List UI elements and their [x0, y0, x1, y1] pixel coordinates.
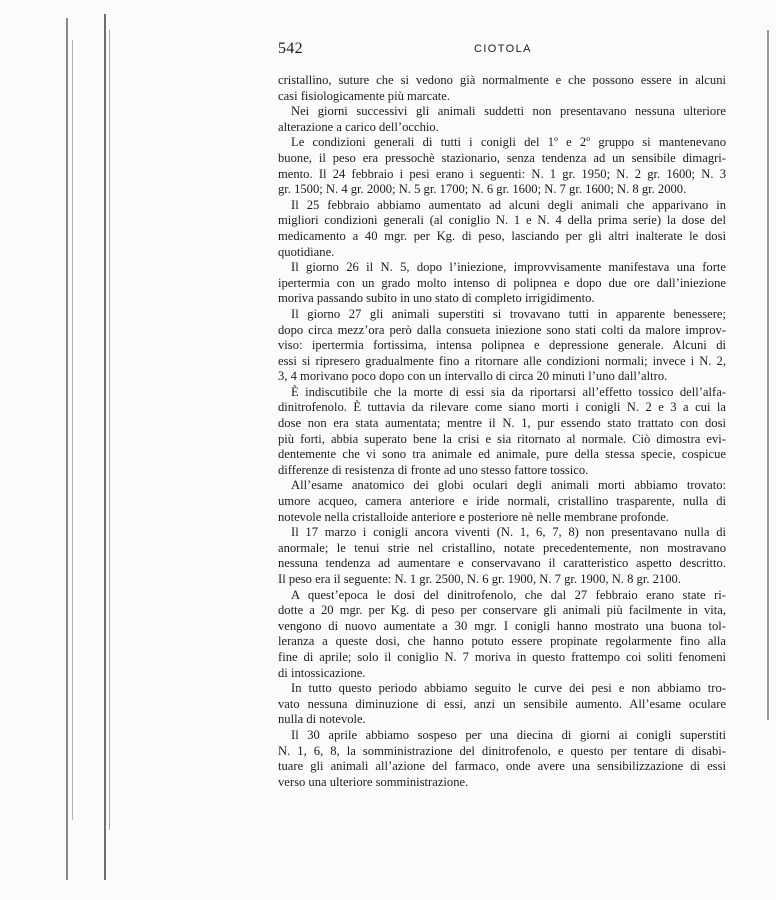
running-head: CIOTOLA [474, 43, 532, 55]
text-line: fine di aprile; solo il coniglio N. 7 moriva in questo frattempo coi soliti fenomeni [278, 649, 726, 664]
text-line: casi fisiologicamente più marcate. [278, 88, 451, 103]
text-line: Le condizioni generali di tutti i conigli del 1º e 2º gruppo si mantenevano [291, 135, 726, 150]
paragraph [278, 728, 726, 790]
text-line: cristallino, suture che si vedono già normalmente e che possono essere in alcuni [278, 73, 726, 87]
text-line: nulla di notevole. [278, 712, 366, 727]
text-line: medicamento a 40 mgr. per Kg. di peso, lasciando per gli altri inalterate le dosi [278, 228, 726, 243]
text-line: dinitrofenolo. È tuttavia da rilevare come siano morti i conigli N. 2 e 3 a cui la [278, 400, 726, 415]
text-line: nessuna tendenza ad aumentare e conservavano il caratteristico aspetto descritto. [278, 556, 726, 571]
text-line: dotte a 20 mgr. per Kg. di peso per conservare gli animali più facilmente in vita, [278, 603, 726, 618]
text-line: Nei giorni successivi gli animali suddetti non presentavano nessuna ulteriore [291, 104, 726, 119]
text-line: dose non era stata aumentata; mentre il N. 1, pur essendo stato trattato con dosi [278, 416, 726, 431]
text-line: essi si ripresero gradualmente fino a ritornare alle condizioni normali; invece i N. 2, [278, 353, 726, 368]
text-line: Il peso era il seguente: N. 1 gr. 2500, N. 6 gr. 1900, N. 7 gr. 1900, N. 8 gr. 2100. [278, 572, 681, 586]
page-header [278, 38, 726, 62]
paragraph [278, 478, 726, 525]
text-line: più forti, abbia superato bene la crisi e sia ritornato al normale. Ciò dimostra evi- [278, 431, 726, 446]
text-line: vato nessuna diminuzione di essi, anzi un sensibile aumento. All’esame oculare [278, 696, 726, 711]
binding-shadow [72, 40, 73, 820]
text-line: differenze di resistenza di fronte ad uno stesso fattore tossico. [278, 462, 589, 477]
text-line: N. 1, 6, 8, la somministrazione del dinitrofenolo, e questo per tentare di disabi- [278, 743, 726, 758]
paragraph [278, 307, 726, 385]
text-line: tuare gli animali all’azione del farmaco, onde avere una sensibilizzazione di essi [278, 759, 726, 774]
binding-shadow [66, 18, 68, 880]
text-line: dopo circa mezz’ora però dalla consueta iniezione sono stati colti da malore improv- [278, 322, 726, 337]
text-line: mento. Il 24 febbraio i pesi erano i seguenti: N. 1 gr. 1950; N. 2 gr. 1600; N. 3 [278, 166, 726, 181]
paragraph [278, 385, 726, 479]
paragraph [278, 525, 726, 587]
paragraph [278, 135, 726, 197]
text-line: moriva passando subito in uno stato di completo irrigidimento. [278, 291, 595, 306]
text-line: leranza a queste dosi, che hanno potuto essere propinate regolarmente fino alla [278, 634, 726, 649]
text-line: di intossicazione. [278, 665, 366, 680]
text-line: quotidiane. [278, 244, 335, 259]
text-line: 3, 4 morivano poco dopo con un intervallo di circa 20 minuti l’uno dall’altro. [278, 369, 668, 384]
text-line: vengono di nuovo aumentate a 30 mgr. I conigli hanno mostrato una buona tol- [278, 618, 726, 633]
text-line: A quest’epoca le dosi del dinitrofenolo, che dal 27 febbraio erano state ri- [291, 587, 726, 602]
paragraph [278, 260, 726, 307]
text-line: gr. 1500; N. 4 gr. 2000; N. 5 gr. 1700; N. 6 gr. 1600; N. 7 gr. 1600; N. 8 gr. 2000. [278, 182, 687, 197]
text-line: anormale; le tenui strie nel cristallino, notate precedentemente, non mostravano [278, 540, 726, 555]
text-line: Il giorno 26 il N. 5, dopo l’iniezione, improvvisamente manifestava una forte [291, 260, 726, 275]
binding-shadow [109, 30, 110, 830]
paragraph [278, 198, 726, 260]
text-line: verso una ulteriore somministrazione. [278, 774, 469, 789]
text-line: ipertermia con un grado molto intenso di polipnea e dopo due ore dall’iniezione [278, 275, 726, 290]
text-line: In tutto questo periodo abbiamo seguito le curve dei pesi e non abbiamo tro- [291, 681, 726, 696]
paragraph [278, 104, 726, 135]
text-line: dentemente che vi sono tra animale ed animale, pure della stessa specie, cospicue [278, 447, 726, 462]
binding-shadow [104, 14, 106, 880]
text-line: Il giorno 27 gli animali superstiti si trovavano tutti in apparente benessere; [291, 306, 726, 321]
paragraph [278, 681, 726, 728]
body-text [278, 73, 726, 790]
text-line: All’esame anatomico dei globi oculari degli animali morti abbiamo trovato: [291, 478, 726, 493]
text-line: umore acqueo, camera anteriore e iride normali, cristallino trasparente, nulla di [278, 494, 726, 509]
text-line: migliori condizioni generali (al coniglio N. 1 e N. 4 della prima serie) la dose del [278, 213, 726, 228]
text-line: buone, il peso era pressochè stazionario, senza tendenza ad un sensibile dimagri- [278, 150, 726, 165]
paragraph [278, 73, 726, 104]
paragraph [278, 588, 726, 682]
text-line: Il 25 febbraio abbiamo aumentato ad alcuni degli animali che apparivano in [291, 197, 726, 212]
text-line: notevole nella cristalloide anteriore e posteriore nè nelle membrane profonde. [278, 509, 669, 524]
text-line: È indiscutibile che la morte di essi sia da riportarsi all’effetto tossico dell’alfa- [291, 384, 726, 399]
text-line: viso: ipertermia fortissima, intensa polipnea e depressione generale. Alcuni di [278, 338, 726, 353]
page-number: 542 [278, 40, 303, 57]
page-edge [767, 30, 769, 720]
text-line: alterazione a carico dell’occhio. [278, 119, 439, 134]
text-line: Il 30 aprile abbiamo sospeso per una diecina di giorni ai conigli superstiti [291, 727, 726, 742]
text-line: Il 17 marzo i conigli ancora viventi (N. 1, 6, 7, 8) non presentavano nulla di [291, 525, 726, 540]
